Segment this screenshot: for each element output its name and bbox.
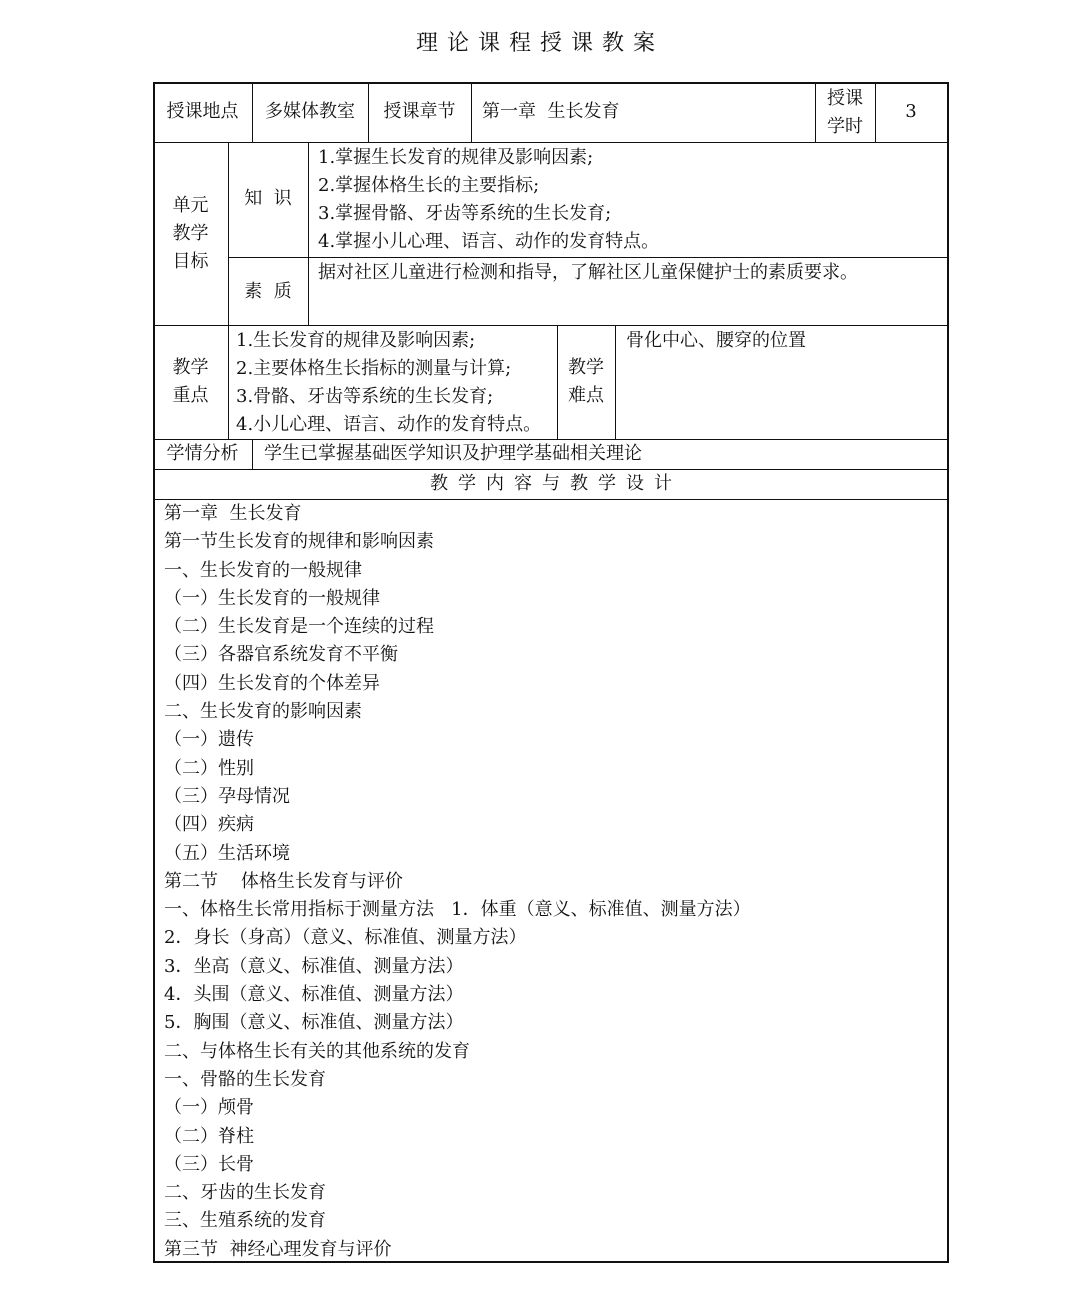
knowledge-item: 1.掌握生长发育的规律及影响因素; (318, 147, 594, 168)
difficult-points-label-line: 教学 (568, 357, 604, 378)
hours-label-1: 授课 (827, 88, 863, 109)
content-line: （四）生长发育的个体差异 (164, 672, 380, 694)
content-line: 一、体格生长常用指标于测量方法 1．体重（意义、标准值、测量方法） (164, 899, 751, 921)
key-point-item: 1.生长发育的规律及影响因素; (236, 330, 476, 351)
hours-label-2: 学时 (827, 116, 863, 137)
content-line: 二、与体格生长有关的其他系统的发育 (164, 1040, 470, 1062)
col-divider (615, 325, 616, 439)
location-value: 多媒体教室 (265, 101, 355, 122)
content-line: 4．头围（意义、标准值、测量方法） (164, 984, 464, 1006)
content-section-header: 教学内容与教学设计 (430, 473, 682, 494)
objectives-label-line: 目标 (172, 251, 209, 272)
col-divider (471, 82, 472, 142)
knowledge-label: 知 识 (244, 188, 292, 209)
content-line: （二）性别 (164, 757, 254, 779)
content-line: 二、生长发育的影响因素 (164, 701, 362, 723)
quality-text: 据对社区儿童进行检测和指导，了解社区儿童保健护士的素质要求。 (318, 262, 858, 283)
hours-value: 3 (905, 101, 917, 122)
row-divider (153, 142, 949, 143)
content-line: 5．胸围（意义、标准值、测量方法） (164, 1012, 464, 1034)
row-divider (228, 257, 949, 258)
objectives-label-line: 单元 (172, 195, 209, 216)
content-line: （三）孕母情况 (164, 785, 290, 807)
key-points-label-line: 重点 (172, 385, 209, 406)
col-divider (308, 142, 309, 325)
content-line: （二）脊柱 (164, 1125, 254, 1147)
content-line: 二、牙齿的生长发育 (164, 1182, 326, 1204)
key-points-label-line: 教学 (172, 357, 209, 378)
difficult-points-label-line: 难点 (568, 385, 604, 406)
quality-label: 素 质 (244, 281, 292, 302)
content-line: （一）颅骨 (164, 1097, 254, 1119)
content-line: 三、生殖系统的发育 (164, 1210, 326, 1232)
location-label: 授课地点 (166, 101, 239, 122)
content-line: （三）长骨 (164, 1153, 254, 1175)
content-line: （一）遗传 (164, 729, 254, 751)
knowledge-item: 4.掌握小儿心理、语言、动作的发育特点。 (318, 231, 660, 252)
chapter-value: 第一章 生长发育 (482, 101, 620, 122)
key-point-item: 4.小儿心理、语言、动作的发育特点。 (236, 414, 542, 435)
content-line: 一、骨骼的生长发育 (164, 1068, 326, 1090)
content-line: （二）生长发育是一个连续的过程 (164, 616, 434, 638)
col-divider (228, 325, 229, 439)
content-line: （五）生活环境 (164, 842, 290, 864)
content-line: 第一章 生长发育 (164, 503, 302, 524)
difficult-points-text: 骨化中心、腰穿的位置 (626, 330, 806, 351)
key-point-item: 2.主要体格生长指标的测量与计算; (236, 358, 512, 379)
content-line: 第一节生长发育的规律和影响因素 (164, 531, 434, 553)
content-line: 第三节 神经心理发育与评价 (164, 1238, 392, 1260)
knowledge-item: 2.掌握体格生长的主要指标; (318, 175, 540, 196)
content-line: 3．坐高（意义、标准值、测量方法） (164, 955, 464, 977)
content-line: 第二节 体格生长发育与评价 (164, 870, 403, 892)
content-line: （三）各器官系统发育不平衡 (164, 644, 398, 666)
chapter-label: 授课章节 (383, 101, 456, 122)
page-title: 理论课程授课教案 (415, 31, 664, 56)
content-line: 2．身长（身高）（意义、标准值、测量方法） (164, 927, 527, 949)
content-body (164, 500, 751, 1264)
content-line: （一）生长发育的一般规律 (164, 587, 380, 609)
row-divider (153, 325, 949, 326)
analysis-label: 学情分析 (166, 443, 239, 464)
objectives-label-line: 教学 (172, 223, 209, 244)
key-point-item: 3.骨骼、牙齿等系统的生长发育; (236, 386, 494, 407)
col-divider (252, 439, 253, 469)
analysis-text: 学生已掌握基础医学知识及护理学基础相关理论 (264, 443, 642, 464)
knowledge-item: 3.掌握骨骼、牙齿等系统的生长发育; (318, 203, 612, 224)
content-line: 一、生长发育的一般规律 (164, 559, 362, 581)
content-line: （四）疾病 (164, 814, 254, 836)
